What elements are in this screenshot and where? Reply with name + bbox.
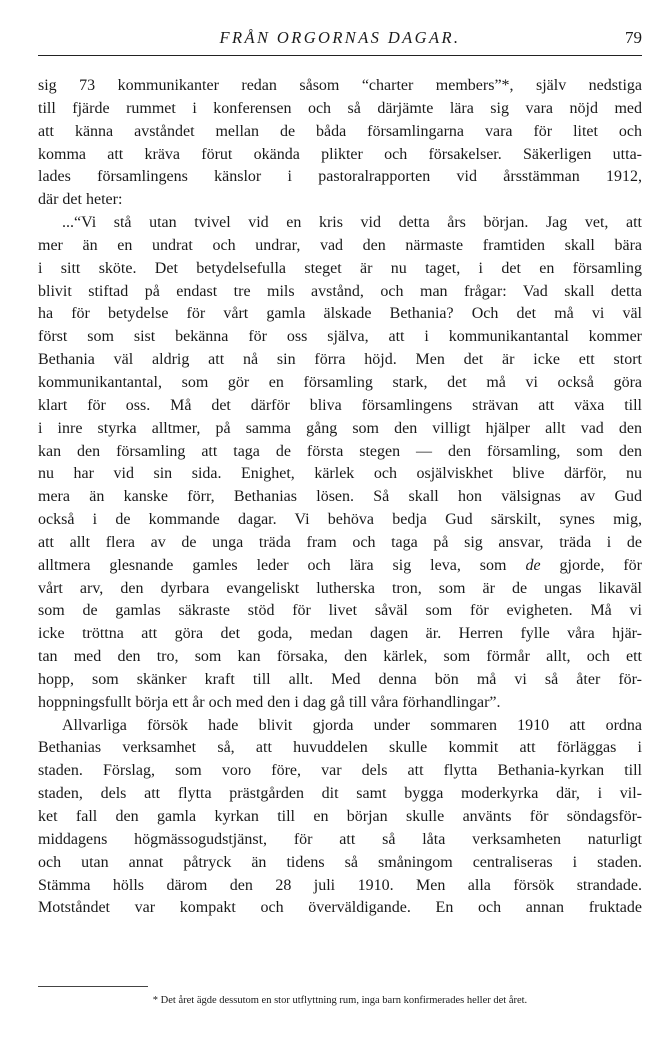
text-line: nu har vid sin sida. Enighet, kärlek och osjälviskhet blive därför, nu bbox=[38, 465, 642, 483]
text-line: blivit stiftad på endast tre mils avstånd, och man frågar: Vad skall detta bbox=[38, 282, 642, 300]
footnote-rule bbox=[38, 986, 148, 987]
text-line: där det heter: bbox=[38, 191, 123, 209]
body-text bbox=[38, 75, 642, 920]
text-line: icke tröttna att göra det goda, medan dagen är. Herren fylle våra hjär- bbox=[38, 625, 642, 643]
text-line-with-emphasis bbox=[38, 555, 642, 578]
text-line: ha för betydelse för vårt gamla älskade Bethania? Och det må vi väl bbox=[38, 305, 642, 323]
text-line: Bethanias verksamhet så, att huvuddelen skulle kommit att förläggas i bbox=[38, 739, 642, 757]
text-line: tan med den tro, som kan försaka, den kärlek, som förmår allt, och ett bbox=[38, 648, 642, 666]
text-line: lades församlingens känslor i pastoralrapporten vid årsstämman 1912, bbox=[38, 168, 642, 186]
quote-end-line: hoppningsfullt börja ett år och med den i dag gå till våra förhandlingar”. bbox=[38, 693, 501, 711]
text-line: ket fall den gamla kyrkan till en början skulle använts för söndagsför- bbox=[38, 808, 642, 825]
text-line: och utan annat påtryck än tidens så småningom centraliseras i staden. bbox=[38, 853, 642, 871]
text-segment: alltmera glesnande gamles leder och lära sig leva, som bbox=[38, 556, 507, 574]
paragraph-start-line: Allvarliga försök hade blivit gjorda under sommaren 1910 att ordna bbox=[62, 716, 642, 734]
text-line: att allt flera av de unga träda fram och taga på sig ansvar, träda i de bbox=[38, 533, 642, 551]
text-line: vårt arv, den dyrbara evangeliskt lutherska tron, som är de ungas likaväl bbox=[38, 579, 642, 597]
text-line: som de gamlas säkraste stöd för livet såväl som för evigheten. Må vi bbox=[38, 602, 642, 620]
text-line: kommunikantantal, som gör en församling stark, det må vi också göra bbox=[38, 373, 642, 391]
text-line: staden, dels att flytta prästgården dit samt bygga moderkyrka där, i vil- bbox=[38, 785, 642, 803]
text-line: mera än kanske förr, Bethanias lösen. Så skall hon välsignas av Gud bbox=[38, 488, 642, 506]
text-line: i sitt sköte. Det betydelsefulla steget är nu taget, i det en församling bbox=[38, 259, 642, 277]
text-line: först som sist bekänna för oss själva, att i kommunikantantal kommer bbox=[38, 328, 642, 346]
text-line: middagens högmässogudstjänst, för att så låta verksamheten naturligt bbox=[38, 830, 642, 848]
text-line: också i de kommande dagar. Vi behöva bedja Gud särskilt, synes mig, bbox=[38, 511, 642, 529]
page-header bbox=[38, 28, 642, 54]
text-line: att känna avståndet mellan de båda församlingarna vara för litet och bbox=[38, 122, 642, 140]
text-line: hopp, som skänker kraft till allt. Med denna bön må vi så åter för- bbox=[38, 670, 642, 688]
text-line: Stämma hölls därom den 28 juli 1910. Men alla försök strandade. bbox=[38, 876, 642, 894]
text-line: sig 73 kommunikanter redan såsom “charter members”*, själv nedstiga bbox=[38, 77, 642, 94]
page-number: 79 bbox=[625, 28, 642, 47]
header-rule bbox=[38, 55, 642, 56]
text-line: Bethania väl aldrig att nå sin förra höjd. Men det är icke ett stort bbox=[38, 351, 642, 369]
text-segment: gjorde, för bbox=[559, 556, 643, 574]
text-line: klart för oss. Må det därför bliva församlingens strävan att växa till bbox=[38, 396, 642, 414]
text-line: till fjärde rummet i konferensen och så därjämte lära sig vara nöjd med bbox=[38, 99, 642, 117]
quote-start-line: ...“Vi stå utan tvivel vid en kris vid detta års början. Jag vet, att bbox=[62, 214, 642, 232]
text-line: Motståndet var kompakt och överväldigande. En och annan fruktade bbox=[38, 899, 642, 917]
text-line: komma att kräva förut okända plikter och försakelser. Säkerligen utta- bbox=[38, 145, 642, 163]
text-line: mer än en undrat och undrar, vad den närmaste framtiden skall bära bbox=[38, 236, 642, 254]
text-line: i inre styrka alltmer, på samma gång som den villigt hjälper allt vad den bbox=[38, 419, 642, 437]
text-line: kan den församling att taga de första stegen — den församling, som den bbox=[38, 442, 642, 460]
footnote: * Det året ägde dessutom en stor utflyttning rum, inga barn konfirmerades heller det året. bbox=[152, 995, 528, 1006]
emphasized-word: de bbox=[525, 556, 541, 574]
text-line: staden. Förslag, som voro före, var dels att flytta Bethania-kyrkan till bbox=[38, 762, 642, 780]
running-title: FRÅN ORGORNAS DAGAR. bbox=[219, 28, 461, 47]
